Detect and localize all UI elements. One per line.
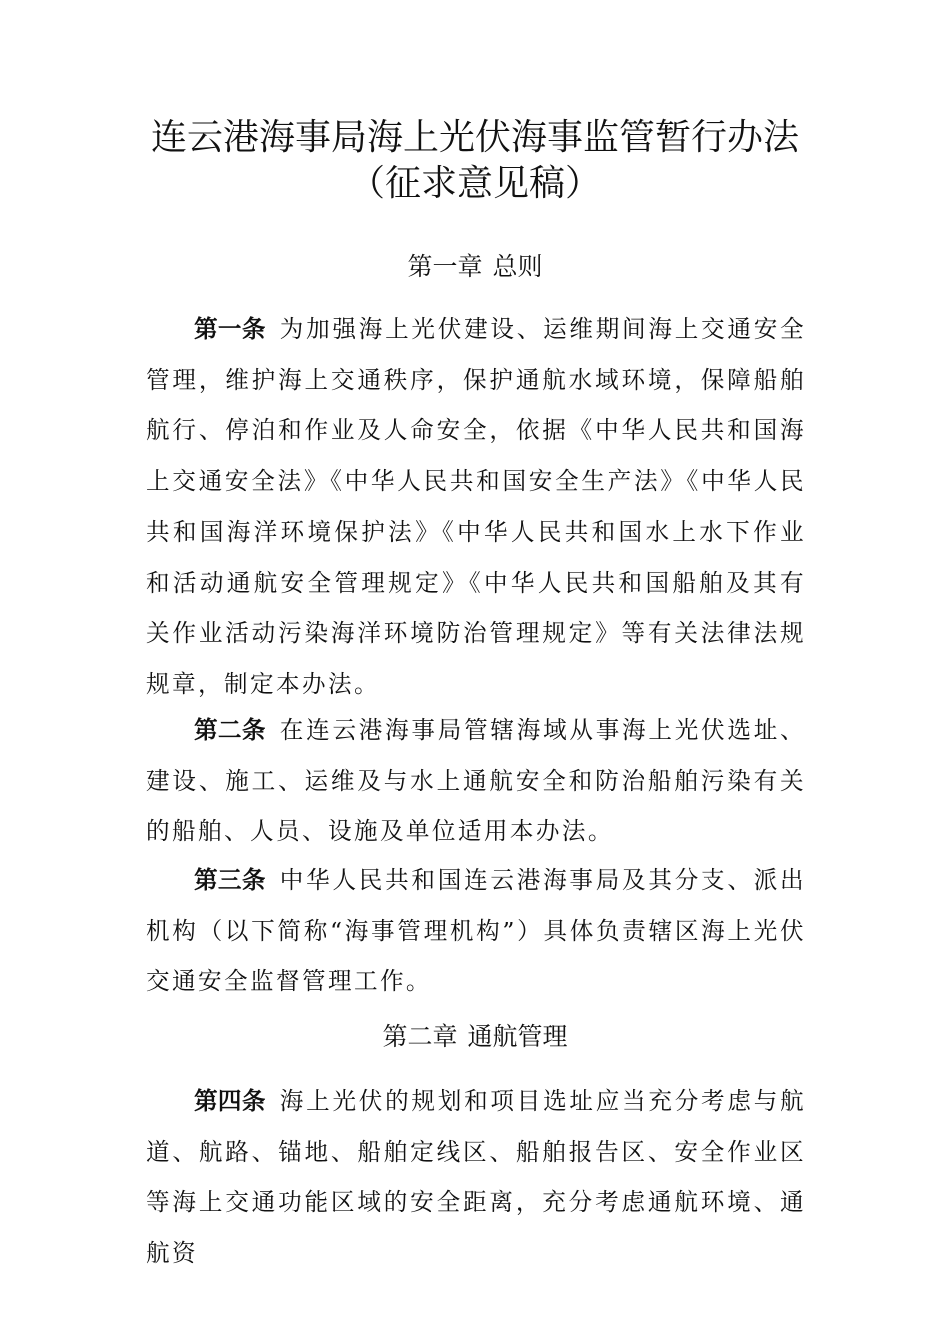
document-title: 连云港海事局海上光伏海事监管暂行办法: [150, 117, 799, 158]
chapter-number: 第一章: [407, 252, 483, 281]
article-text: 海上光伏的规划和项目选址应当充分考虑与航道、航路、锚地、船舶定线区、船舶报告区、安全作业区等海上交通功能区域的安全距离，充分考虑通航环境、通航资: [146, 1087, 807, 1268]
chapter-name: 总则: [492, 252, 543, 281]
article-number: 第四条: [194, 1087, 266, 1115]
article-number: 第二条: [194, 716, 266, 744]
article-1: [146, 304, 806, 710]
article-2: [146, 705, 806, 857]
document-subtitle: （征求意见稿）: [348, 163, 601, 204]
article-number: 第三条: [194, 866, 266, 894]
chapter-name: 通航管理: [467, 1022, 568, 1051]
article-text: 为加强海上光伏建设、运维期间海上交通安全管理，维护海上交通秩序，保护通航水域环境，保障船舶航行、停泊和作业及人命安全，依据《中华人民共和国海上交通安全法》《中华人民共和国安全生产法》《中华人民共和国海洋环境保护法》《中华人民共和国水上水下作业和活动通航安全管理规定》《中华人民共和国船舶及其有关作业活动污染海洋环境防治管理规定》等有关法律法规规章，制定本办法。: [146, 315, 807, 698]
chapter-heading-2: [0, 1020, 950, 1054]
article-text: 中华人民共和国连云港海事局及其分支、派出机构（以下简称“海事管理机构”）具体负责辖区海上光伏交通安全监督管理工作。: [146, 866, 807, 996]
article-number: 第一条: [194, 315, 266, 343]
article-4: [146, 1076, 806, 1279]
chapter-number: 第二章: [382, 1022, 458, 1051]
chapter-heading-1: [0, 250, 950, 284]
article-text: 在连云港海事局管辖海域从事海上光伏选址、建设、施工、运维及与水上通航安全和防治船舶污染有关的船舶、人员、设施及单位适用本办法。: [146, 716, 807, 846]
article-3: [146, 855, 806, 1007]
